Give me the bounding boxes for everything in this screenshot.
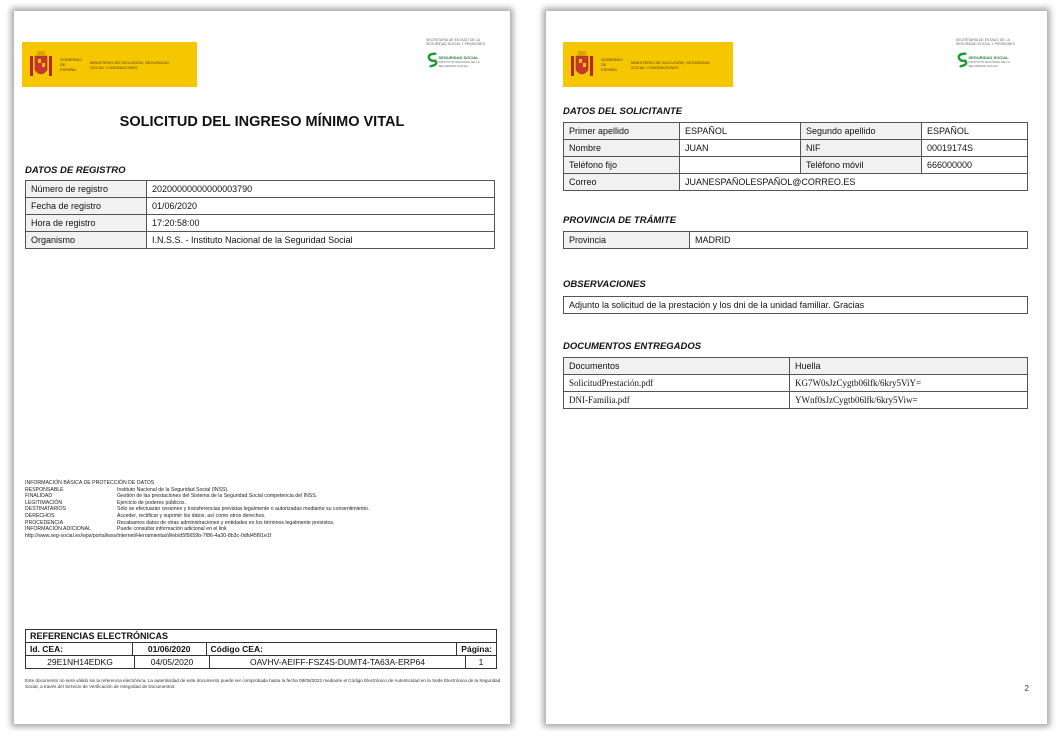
document-hash: KG7W0sJzCygtb06lfk/6kry5ViY= bbox=[790, 375, 1028, 392]
header-date: 01/06/2020 bbox=[133, 643, 207, 655]
documentos-heading: DOCUMENTOS ENTREGADOS bbox=[563, 341, 702, 352]
protection-key: DERECHOS bbox=[25, 512, 55, 519]
table-row bbox=[564, 375, 1028, 392]
registro-label: Hora de registro bbox=[26, 215, 147, 232]
registro-label: Fecha de registro bbox=[26, 198, 147, 215]
registro-value: I.N.S.S. - Instituto Nacional de la Seguridad Social bbox=[147, 232, 495, 249]
seguridad-social-logo bbox=[956, 38, 1024, 96]
page-number: 2 bbox=[1024, 684, 1029, 693]
document-title: SOLICITUD DEL INGRESO MÍNIMO VITAL bbox=[119, 114, 405, 130]
secretaria-label: SECRETARÍA DE ESTADO DE LA SEGURIDAD SOCIAL Y PENSIONES bbox=[426, 38, 486, 46]
document-name[interactable]: SolicitudPrestación.pdf bbox=[564, 375, 790, 392]
inss-subtitle: INSTITUTO NACIONAL DE LA SEGURIDAD SOCIAL bbox=[438, 60, 480, 68]
ministry-label: MINISTERIO DE INCLUSIÓN, SEGURIDAD SOCIAL Y MIGRACIONES bbox=[631, 59, 710, 70]
table-row bbox=[26, 232, 495, 249]
references-title: REFERENCIAS ELECTRÓNICAS bbox=[26, 630, 496, 643]
protection-value: Recabamos datos de otras administraciones y entidades en los términos legalmente previstos. bbox=[117, 519, 335, 526]
registro-value: 17:20:58:00 bbox=[147, 215, 495, 232]
inss-subtitle: INSTITUTO NACIONAL DE LA SEGURIDAD SOCIAL bbox=[968, 60, 1010, 68]
seguridad-social-name: SEGURIDAD SOCIAL bbox=[438, 55, 479, 60]
references-values-row bbox=[26, 656, 496, 668]
table-row bbox=[564, 297, 1028, 314]
nombre-label: Nombre bbox=[564, 140, 680, 157]
protection-value: Gestión de las prestaciones del Sistema de la Seguridad Social competencia del INSS. bbox=[117, 493, 318, 500]
segundo-apellido-label: Segundo apellido bbox=[801, 123, 922, 140]
protection-key: DESTINATARIOS bbox=[25, 506, 67, 513]
document-hash: YWnf0sJzCygtb06lfk/6kry5Viw= bbox=[790, 392, 1028, 409]
table-row bbox=[564, 174, 1028, 191]
ministry-label: MINISTERIO DE INCLUSIÓN, SEGURIDAD SOCIAL Y MIGRACIONES bbox=[90, 59, 169, 70]
protection-heading: INFORMACIÓN BÁSICA DE PROTECCIÓN DE DATOS bbox=[25, 480, 155, 486]
registro-label: Organismo bbox=[26, 232, 147, 249]
telefono-fijo-label: Teléfono fijo bbox=[564, 157, 680, 174]
document-page-1 bbox=[14, 11, 510, 724]
protection-key: PROCEDENCIA bbox=[25, 519, 64, 526]
correo-label: Correo bbox=[564, 174, 680, 191]
references-header-row bbox=[26, 643, 496, 656]
nif-label: NIF bbox=[801, 140, 922, 157]
value-date: 04/05/2020 bbox=[135, 656, 210, 668]
huella-column-header: Huella bbox=[790, 358, 1028, 375]
secretaria-label: SECRETARÍA DE ESTADO DE LA SEGURIDAD SOCIAL Y PENSIONES bbox=[956, 38, 1016, 46]
protection-value: Instituto Nacional de la Seguridad Social (INSS). bbox=[117, 486, 229, 493]
document-page-2 bbox=[546, 11, 1047, 724]
segundo-apellido-value: ESPAÑOL bbox=[922, 123, 1028, 140]
telefono-fijo-value bbox=[680, 157, 801, 174]
page-label: Página: bbox=[461, 644, 492, 654]
provincia-value: MADRID bbox=[690, 232, 1028, 249]
observaciones-text: Adjunto la solicitud de la prestación y los dni de la unidad familiar. Gracias bbox=[564, 297, 1028, 314]
validity-footnote: Este documento no será válido sin la referencia electrónica. La autenticidad de este documento puede ser comprobada hasta la fecha 08/05/2022 mediante el Código Electrónico de Autenticidad en la Sede Electrónica de la Seguridad Social, a través del Servicio de Verificación de Integridad de Documentos. bbox=[25, 678, 501, 689]
registro-table bbox=[25, 180, 495, 249]
protection-link[interactable]: http://www.seg-social.es/wps/portal/wss/internet/HerramientasWeb/d5f5659b-7f86-4a30-8b3c-0dfd45f91e1f bbox=[25, 532, 272, 539]
protection-key: RESPONSABLE bbox=[25, 486, 64, 493]
seguridad-social-icon bbox=[956, 50, 968, 70]
registro-value: 20200000000000003790 bbox=[147, 181, 495, 198]
table-row bbox=[564, 232, 1028, 249]
page-value: 1 bbox=[478, 657, 484, 667]
solicitante-heading: DATOS DEL SOLICITANTE bbox=[563, 106, 683, 117]
table-row bbox=[564, 157, 1028, 174]
cea-id-value: 29E1NH14EDKG bbox=[26, 656, 135, 668]
seguridad-social-icon bbox=[426, 50, 438, 70]
data-protection-info bbox=[25, 480, 369, 539]
government-header bbox=[563, 42, 733, 87]
table-row bbox=[26, 198, 495, 215]
protection-value: Puede consultar información adicional en el link bbox=[117, 526, 227, 533]
provincia-table bbox=[563, 231, 1028, 249]
provincia-label: Provincia bbox=[564, 232, 690, 249]
table-row bbox=[564, 140, 1028, 157]
electronic-references bbox=[25, 629, 497, 669]
cea-id-label: Id. CEA: bbox=[26, 643, 133, 655]
seguridad-social-name: SEGURIDAD SOCIAL bbox=[968, 55, 1009, 60]
observaciones-heading: OBSERVACIONES bbox=[563, 279, 646, 290]
correo-value: JUANESPAÑOLESPAÑOL@CORREO.ES bbox=[680, 174, 1028, 191]
registro-value: 01/06/2020 bbox=[147, 198, 495, 215]
government-label: GOBIERNO DE ESPAÑA bbox=[60, 57, 82, 72]
cea-code-value: OAVHV-AEIFF-FSZ4S-DUMT4-TA63A-ERP64 bbox=[210, 656, 466, 668]
government-header bbox=[22, 42, 197, 87]
table-row bbox=[564, 392, 1028, 409]
telefono-movil-value: 666000000 bbox=[922, 157, 1028, 174]
seguridad-social-logo bbox=[426, 38, 494, 96]
solicitante-table bbox=[563, 122, 1028, 191]
document-name[interactable]: DNI-Familia.pdf bbox=[564, 392, 790, 409]
table-row bbox=[26, 181, 495, 198]
table-row bbox=[26, 215, 495, 232]
documentos-column-header: Documentos bbox=[564, 358, 790, 375]
protection-value: Ejercicio de poderes públicos. bbox=[117, 499, 186, 506]
protection-value: Sólo se efectuarán cesiones y transferencias previstas legalmente o autorizadas mediante su consentimiento. bbox=[117, 506, 370, 513]
table-row bbox=[564, 123, 1028, 140]
observaciones-table bbox=[563, 296, 1028, 314]
nombre-value: JUAN bbox=[680, 140, 801, 157]
protection-key: FINALIDAD bbox=[25, 493, 53, 500]
protection-key: LEGITIMACIÓN bbox=[25, 499, 63, 506]
telefono-movil-label: Teléfono móvil bbox=[801, 157, 922, 174]
table-row bbox=[564, 358, 1028, 375]
coat-of-arms-icon bbox=[28, 50, 54, 80]
registro-heading: DATOS DE REGISTRO bbox=[25, 165, 126, 176]
primer-apellido-value: ESPAÑOL bbox=[680, 123, 801, 140]
documentos-table bbox=[563, 357, 1028, 409]
protection-key: INFORMACIÓN ADICIONAL bbox=[25, 526, 92, 533]
government-label: GOBIERNO DE ESPAÑA bbox=[601, 57, 623, 72]
registro-label: Número de registro bbox=[26, 181, 147, 198]
cea-code-label: Código CEA: bbox=[207, 643, 458, 655]
coat-of-arms-icon bbox=[569, 50, 595, 80]
protection-value: Acceder, rectificar y suprimir los datos, así como otros derechos. bbox=[117, 512, 266, 519]
provincia-heading: PROVINCIA DE TRÁMITE bbox=[563, 215, 677, 226]
primer-apellido-label: Primer apellido bbox=[564, 123, 680, 140]
nif-value: 00019174S bbox=[922, 140, 1028, 157]
